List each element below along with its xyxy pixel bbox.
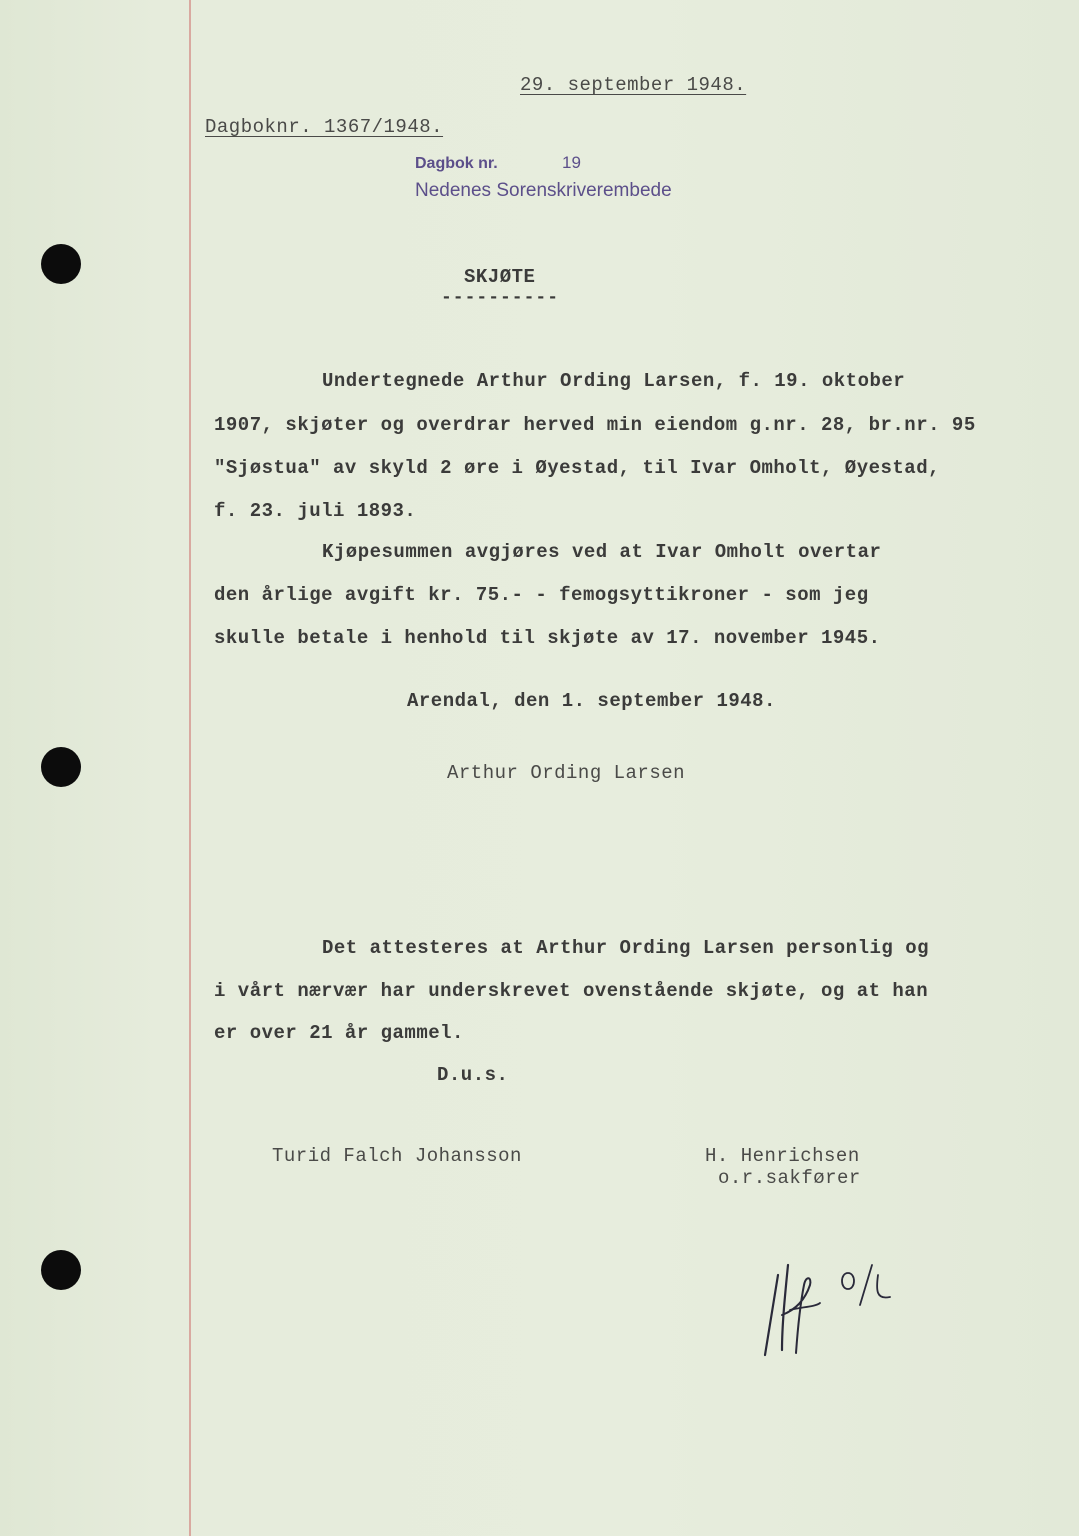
stamp-dagbok-number: 19 [562, 153, 581, 172]
paragraph1-line1: Undertegnede Arthur Ording Larsen, f. 19. oktober [322, 370, 906, 392]
paragraph2-line2: den årlige avgift kr. 75.- - femogsyttikroner - som jeg [214, 584, 869, 606]
attestation-line2: i vårt nærvær har underskrevet ovenstående skjøte, og at han [214, 980, 929, 1002]
attestation-line1: Det attesteres at Arthur Ording Larsen personlig og [322, 937, 929, 959]
place-date: Arendal, den 1. september 1948. [407, 690, 776, 712]
document-title: SKJØTE [464, 266, 536, 288]
signer-name: Arthur Ording Larsen [447, 762, 686, 784]
dus-abbreviation: D.u.s. [437, 1064, 509, 1086]
stamp-office-name: Nedenes Sorenskriverembede [415, 180, 672, 201]
paragraph2-line1: Kjøpesummen avgjøres ved at Ivar Omholt overtar [322, 541, 882, 563]
witness-left-name: Turid Falch Johansson [272, 1145, 522, 1167]
paragraph2-line3: skulle betale i henhold til skjøte av 17. november 1945. [214, 627, 881, 649]
title-underline: ---------- [441, 288, 560, 308]
paragraph1-line4: f. 23. juli 1893. [214, 500, 417, 522]
witness-right-title: o.r.sakfører [718, 1167, 861, 1189]
attestation-line3: er over 21 år gammel. [214, 1022, 464, 1044]
punch-hole-top [41, 244, 81, 284]
paragraph1-line3: "Sjøstua" av skyld 2 øre i Øyestad, til Ivar Omholt, Øyestad, [214, 457, 941, 479]
punch-hole-bottom [41, 1250, 81, 1290]
document-date: 29. september 1948. [520, 74, 747, 96]
handwritten-signature [760, 1255, 910, 1365]
stamp-dagbok-label: Dagbok nr. [415, 155, 498, 172]
margin-line [189, 0, 191, 1536]
dagbok-number: Dagboknr. 1367/1948. [205, 116, 444, 138]
paragraph1-line2: 1907, skjøter og overdrar herved min eiendom g.nr. 28, br.nr. 95 [214, 414, 976, 436]
punch-hole-middle [41, 747, 81, 787]
witness-right-name: H. Henrichsen [705, 1145, 860, 1167]
